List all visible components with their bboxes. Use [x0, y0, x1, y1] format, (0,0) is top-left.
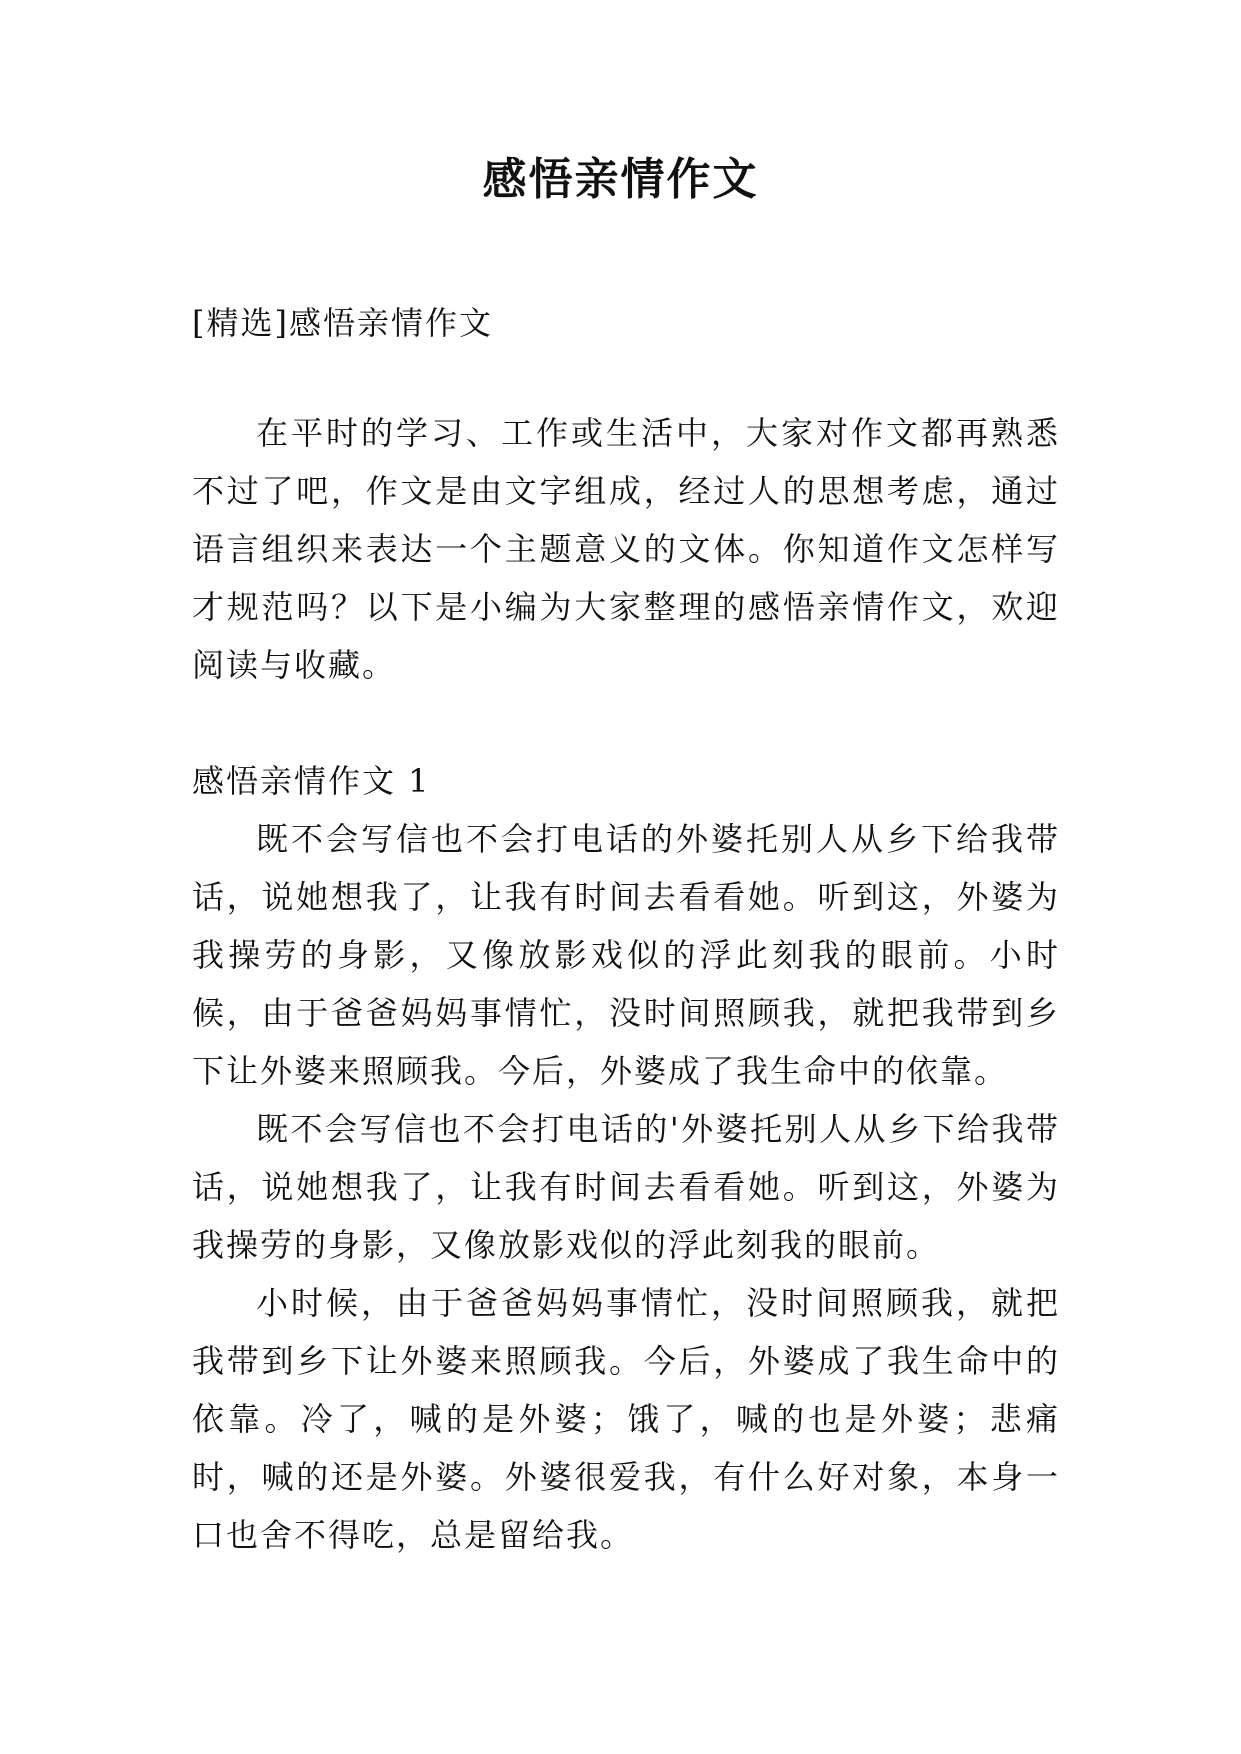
intro-paragraph: 在平时的学习、工作或生活中，大家对作文都再熟悉不过了吧，作文是由文字组成，经过人的思想考虑，通过语言组织来表达一个主题意义的文体。你知道作文怎样写才规范吗？以下是小编为大家整理的感悟亲情作文，欢迎阅读与收藏。	[192, 414, 1060, 684]
essay-paragraph-3: 小时候，由于爸爸妈妈事情忙，没时间照顾我，就把我带到乡下让外婆来照顾我。今后，外婆成了我生命中的依靠。冷了，喊的是外婆；饿了，喊的也是外婆；悲痛时，喊的还是外婆。外婆很爱我，有什么好对象，本身一口也舍不得吃，总是留给我。	[192, 1284, 1060, 1554]
essay-paragraph-2: 既不会写信也不会打电话的'外婆托别人从乡下给我带话，说她想我了，让我有时间去看看她。听到这，外婆为我操劳的身影，又像放影戏似的浮此刻我的眼前。	[192, 1110, 1060, 1264]
intro-block	[192, 404, 1060, 694]
section-heading: 感悟亲情作文 1	[192, 762, 431, 800]
document-title: 感悟亲情作文	[482, 154, 759, 205]
document-subtitle: [精选]感悟亲情作文	[192, 304, 493, 342]
essay-paragraph-1: 既不会写信也不会打电话的外婆托别人从乡下给我带话，说她想我了，让我有时间去看看她。听到这，外婆为我操劳的身影，又像放影戏似的浮此刻我的眼前。小时候，由于爸爸妈妈事情忙，没时间照顾我，就把我带到乡下让外婆来照顾我。今后，外婆成了我生命中的依靠。	[192, 820, 1060, 1090]
essay-section	[192, 752, 1060, 1564]
